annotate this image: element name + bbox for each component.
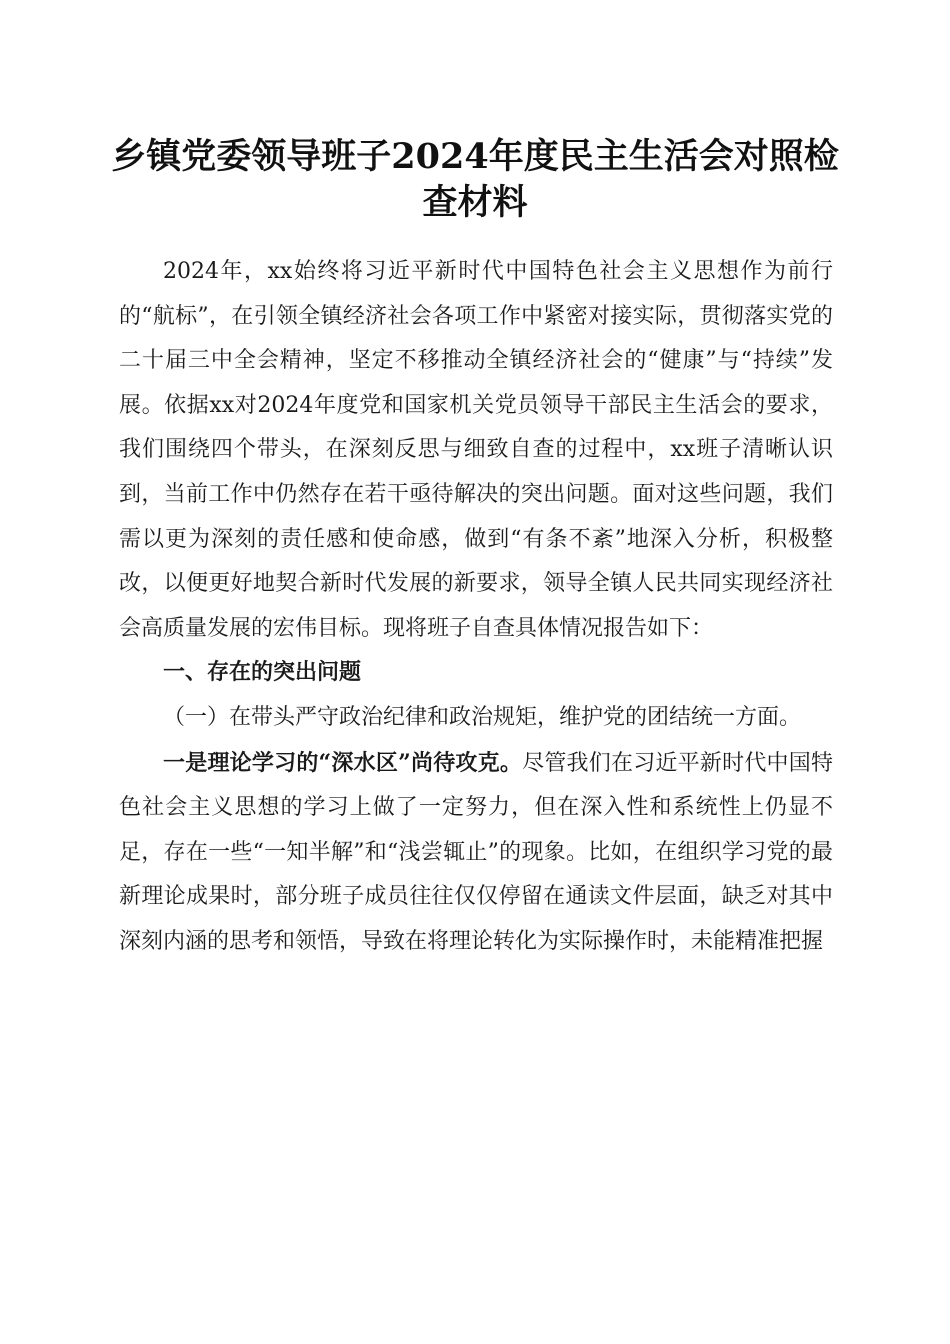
document-title: 乡镇党委领导班子2024年度民主生活会对照检查材料 <box>111 136 839 223</box>
document-body <box>119 250 833 965</box>
intro-paragraph: 2024年，xx始终将习近平新时代中国特色社会主义思想作为前行的“航标”，在引领全镇经济社会各项工作中紧密对接实际，贯彻落实党的二十届三中全会精神，坚定不移推动全镇经济社会的“健康”与“持续”发展。依据xx对2024年度党和国家机关党员领导干部民主生活会的要求，我们围绕四个带头，在深刻反思与细致自查的过程中，xx班子清晰认识到，当前工作中仍然存在若干亟待解决的突出问题。面对这些问题，我们需以更为深刻的责任感和使命感，做到“有条不紊”地深入分析，积极整改，以便更好地契合新时代发展的新要求，领导全镇人民共同实现经济社会高质量发展的宏伟目标。现将班子自查具体情况报告如下： <box>119 259 833 641</box>
point-paragraph <box>119 741 833 965</box>
point-lead: 一是理论学习的“深水区”尚待攻克。 <box>163 749 523 776</box>
point-body: 尽管我们在习近平新时代中国特色社会主义思想的学习上做了一定努力，但在深入性和系统性上仍显不足，存在一些“一知半解”和“浅尝辄止”的现象。比如，在组织学习党的最新理论成果时，部分班子成员往往仅仅停留在通读文件层面，缺乏对其中深刻内涵的思考和领悟，导致在将理论转化为实际操作时，未能精准把握 <box>119 750 833 954</box>
section-heading: 一、存在的突出问题 <box>163 660 362 686</box>
subsection-heading: （一）在带头严守政治纪律和政治规矩，维护党的团结统一方面。 <box>163 704 802 730</box>
